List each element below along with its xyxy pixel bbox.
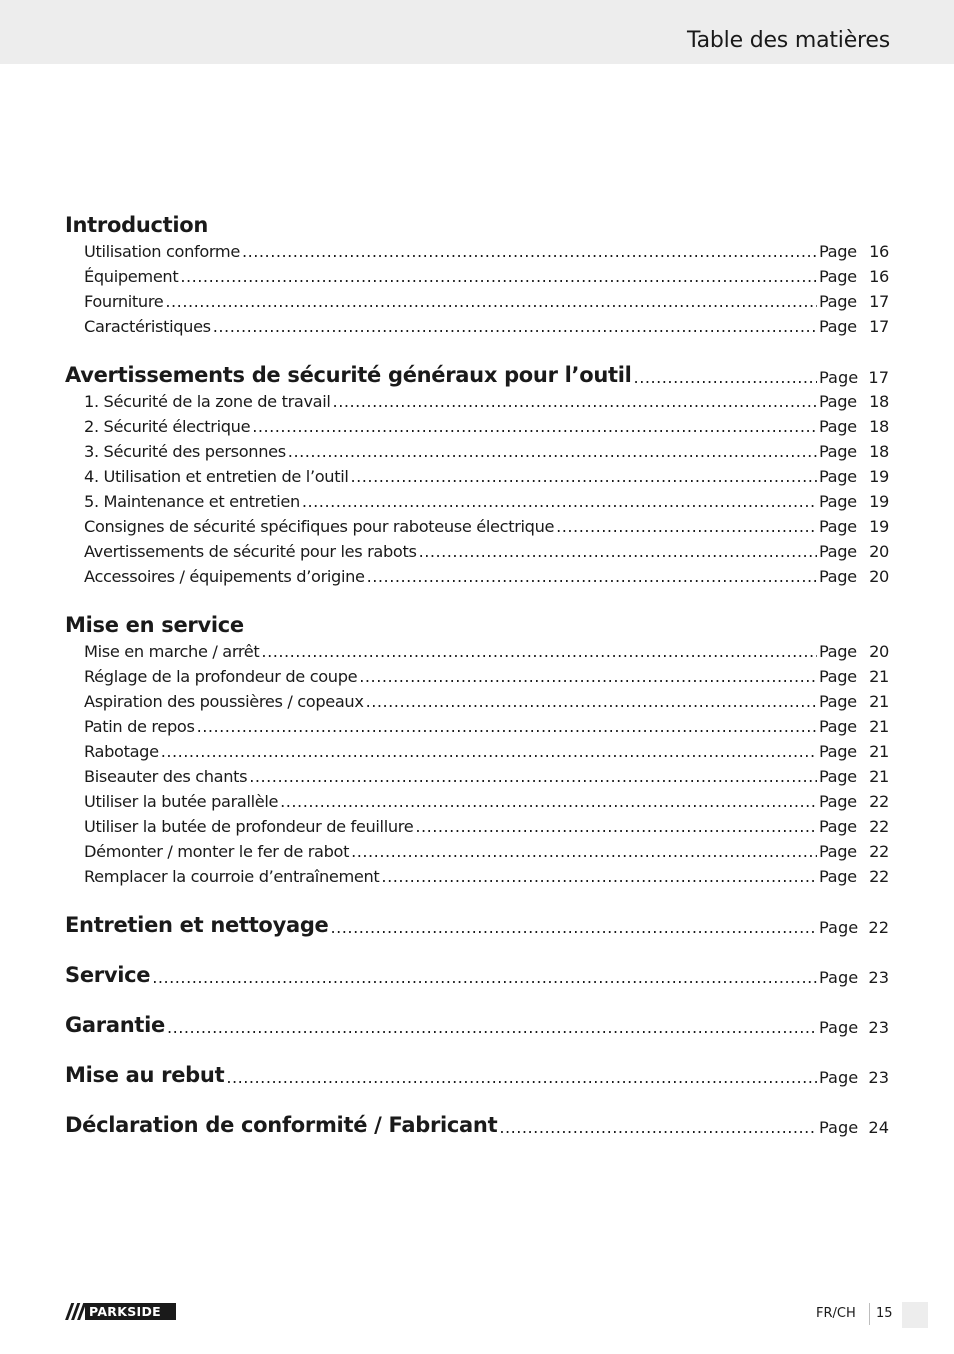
toc-section-heading: [65, 989, 889, 1039]
toc-section-title: Déclaration de conformité / Fabricant: [65, 1113, 498, 1137]
toc-page-number: 23: [868, 1018, 889, 1037]
toc-page-word: Page: [819, 417, 857, 436]
toc-page-number: 23: [868, 1068, 889, 1087]
toc-page-number: 24: [868, 1118, 889, 1137]
table-of-contents: [65, 207, 889, 1139]
toc-page-word: Page: [819, 867, 857, 886]
toc-leader-dots: [367, 564, 817, 589]
toc-leader-dots: [351, 464, 818, 489]
toc-page-number: 20: [869, 567, 889, 586]
header-bar: [0, 0, 954, 64]
toc-entry-label: Aspiration des poussières / copeaux: [84, 692, 364, 711]
toc-page-word: Page: [819, 368, 859, 387]
toc-leader-dots: [165, 289, 817, 314]
toc-page-word: Page: [819, 767, 857, 786]
toc-page-word: Page: [819, 817, 857, 836]
toc-page-number: 21: [869, 667, 889, 686]
toc-page-word: Page: [819, 717, 857, 736]
toc-section-title: Service: [65, 963, 151, 987]
toc-leader-dots: [556, 514, 817, 539]
toc-section-heading: [65, 939, 889, 989]
toc-page-number: 18: [869, 417, 889, 436]
toc-entry: [65, 514, 889, 539]
toc-leader-dots: [180, 264, 817, 289]
toc-page-number: 16: [869, 267, 889, 286]
toc-page-word: Page: [819, 492, 857, 511]
toc-page-word: Page: [819, 317, 857, 336]
toc-page-word: Page: [819, 918, 859, 937]
toc-entry: [65, 314, 889, 339]
toc-page-number: 21: [869, 692, 889, 711]
toc-entry: [65, 289, 889, 314]
toc-entry: [65, 664, 889, 689]
logo-stripes-icon: [65, 1303, 85, 1320]
toc-entry-label: Fourniture: [84, 292, 164, 311]
toc-leader-dots: [419, 539, 817, 564]
toc-entry: [65, 539, 889, 564]
toc-page-word: Page: [819, 542, 857, 561]
toc-entry-label: 1. Sécurité de la zone de travail: [84, 392, 331, 411]
toc-section-heading: [65, 889, 889, 939]
toc-entry-label: Utiliser la butée de profondeur de feuillure: [84, 817, 414, 836]
toc-page-word: Page: [819, 1118, 859, 1137]
toc-entry-label: Réglage de la profondeur de coupe: [84, 667, 358, 686]
toc-entry-label: 4. Utilisation et entretien de l’outil: [84, 467, 349, 486]
toc-page-number: 17: [869, 292, 889, 311]
toc-entry: [65, 239, 889, 264]
toc-entry-label: 3. Sécurité des personnes: [84, 442, 286, 461]
toc-entry: [65, 389, 889, 414]
toc-leader-dots: [213, 314, 817, 339]
toc-leader-dots: [366, 689, 817, 714]
toc-page-word: Page: [819, 242, 857, 261]
toc-page-number: 17: [868, 368, 889, 387]
toc-entry: [65, 789, 889, 814]
toc-leader-dots: [351, 839, 817, 864]
toc-page-word: Page: [819, 292, 857, 311]
toc-leader-dots: [252, 414, 817, 439]
toc-page-number: 21: [869, 717, 889, 736]
toc-leader-dots: [499, 1117, 817, 1139]
toc-entry-label: Équipement: [84, 267, 179, 286]
toc-page-word: Page: [819, 842, 857, 861]
toc-page-number: 20: [869, 542, 889, 561]
toc-page-number: 22: [869, 817, 889, 836]
toc-page-number: 19: [869, 467, 889, 486]
toc-section-title: Garantie: [65, 1013, 165, 1037]
toc-entry: [65, 414, 889, 439]
toc-page-word: Page: [819, 792, 857, 811]
toc-page-word: Page: [819, 692, 857, 711]
toc-section-title: Entretien et nettoyage: [65, 913, 329, 937]
toc-entry: [65, 489, 889, 514]
toc-page-number: 18: [869, 442, 889, 461]
toc-section-heading: [65, 339, 889, 389]
toc-entry: [65, 464, 889, 489]
toc-entry: [65, 564, 889, 589]
toc-page-number: 21: [869, 767, 889, 786]
language-code: FR/CH: [816, 1306, 856, 1321]
toc-entry: [65, 639, 889, 664]
toc-page-number: 22: [868, 918, 889, 937]
toc-leader-dots: [381, 864, 817, 889]
toc-entry-label: Utilisation conforme: [84, 242, 240, 261]
toc-section-heading: [65, 207, 889, 239]
toc-section-title: Mise au rebut: [65, 1063, 225, 1087]
toc-page-number: 18: [869, 392, 889, 411]
toc-leader-dots: [333, 389, 817, 414]
toc-entry: [65, 689, 889, 714]
toc-entry: [65, 814, 889, 839]
toc-page-number: 19: [869, 492, 889, 511]
toc-entry-label: Consignes de sécurité spécifiques pour raboteuse électrique: [84, 517, 555, 536]
toc-section-title: Introduction: [65, 213, 209, 237]
toc-page-word: Page: [819, 517, 857, 536]
page-tab-marker: [902, 1302, 928, 1328]
toc-page-number: 21: [869, 742, 889, 761]
parkside-logo: [65, 1303, 176, 1320]
toc-entry-label: Utiliser la butée parallèle: [84, 792, 279, 811]
toc-page-number: 16: [869, 242, 889, 261]
toc-section-heading: [65, 1089, 889, 1139]
toc-page-number: 23: [868, 968, 889, 987]
toc-section-title: Avertissements de sécurité généraux pour l’outil: [65, 363, 632, 387]
toc-page-word: Page: [819, 968, 859, 987]
toc-page-word: Page: [819, 1068, 859, 1087]
toc-entry-label: Rabotage: [84, 742, 159, 761]
toc-page-word: Page: [819, 642, 857, 661]
toc-page-number: 22: [869, 842, 889, 861]
toc-entry: [65, 764, 889, 789]
toc-entry: [65, 439, 889, 464]
toc-leader-dots: [288, 439, 817, 464]
toc-leader-dots: [197, 714, 817, 739]
toc-entry: [65, 864, 889, 889]
toc-leader-dots: [161, 739, 817, 764]
toc-leader-dots: [249, 764, 817, 789]
toc-page-number: 19: [869, 517, 889, 536]
page-title: Table des matières: [687, 28, 890, 53]
toc-entry: [65, 739, 889, 764]
toc-page-word: Page: [819, 267, 857, 286]
toc-leader-dots: [167, 1017, 817, 1039]
toc-leader-dots: [280, 789, 817, 814]
toc-section-heading: [65, 1039, 889, 1089]
toc-page-number: 17: [869, 317, 889, 336]
toc-section-title: Mise en service: [65, 613, 244, 637]
toc-entry-label: Remplacer la courroie d’entraînement: [84, 867, 380, 886]
logo-text: PARKSIDE: [89, 1304, 161, 1319]
toc-leader-dots: [152, 967, 817, 989]
toc-page-number: 22: [869, 867, 889, 886]
toc-entry-label: Démonter / monter le fer de rabot: [84, 842, 350, 861]
toc-entry-label: Biseauter des chants: [84, 767, 248, 786]
toc-leader-dots: [634, 367, 817, 389]
toc-page-word: Page: [819, 1018, 859, 1037]
toc-page-word: Page: [819, 467, 857, 486]
toc-leader-dots: [261, 639, 817, 664]
toc-entry-label: Patin de repos: [84, 717, 195, 736]
toc-entry: [65, 714, 889, 739]
toc-entry-label: Caractéristiques: [84, 317, 211, 336]
toc-leader-dots: [331, 917, 818, 939]
toc-leader-dots: [226, 1067, 817, 1089]
toc-leader-dots: [242, 239, 817, 264]
toc-entry: [65, 839, 889, 864]
toc-page-word: Page: [819, 742, 857, 761]
toc-leader-dots: [415, 814, 817, 839]
toc-page-word: Page: [819, 667, 857, 686]
toc-entry: [65, 264, 889, 289]
toc-entry-label: Mise en marche / arrêt: [84, 642, 260, 661]
toc-entry-label: 5. Maintenance et entretien: [84, 492, 300, 511]
toc-page-word: Page: [819, 567, 857, 586]
toc-page-number: 20: [869, 642, 889, 661]
toc-page-word: Page: [819, 442, 857, 461]
toc-leader-dots: [302, 489, 817, 514]
toc-page-word: Page: [819, 392, 857, 411]
toc-leader-dots: [359, 664, 817, 689]
toc-page-number: 22: [869, 792, 889, 811]
page-number: 15: [876, 1306, 893, 1321]
toc-entry-label: Accessoires / équipements d’origine: [84, 567, 365, 586]
toc-entry-label: 2. Sécurité électrique: [84, 417, 251, 436]
toc-entry-label: Avertissements de sécurité pour les rabots: [84, 542, 417, 561]
footer-divider: [869, 1303, 870, 1325]
toc-section-heading: [65, 589, 889, 639]
